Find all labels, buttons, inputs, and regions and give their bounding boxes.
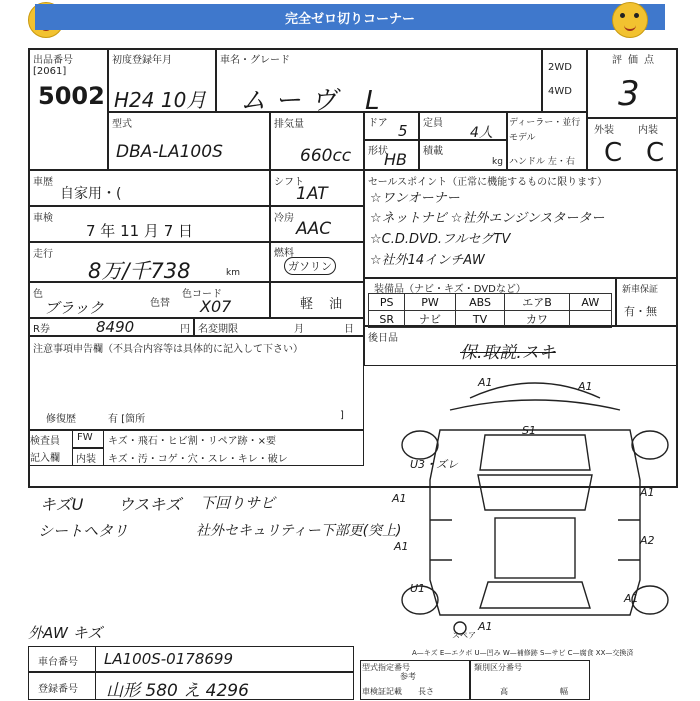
reg-value: 山形 580 え 4296 (106, 681, 249, 701)
equip-navi: ナビ (405, 311, 455, 328)
load-label: 積載 (423, 146, 443, 157)
equipment-table (368, 293, 612, 328)
equip-pw: PW (405, 294, 455, 311)
equip-empty (569, 311, 611, 328)
mascot-right-icon (612, 2, 648, 38)
after-sales-label: 後日品 (368, 333, 398, 344)
equip-aw: AW (569, 294, 611, 311)
sales-point-2: ☆ネットナビ ☆社外エンジンスターター (370, 211, 605, 226)
mileage-value: 8万/千738 (88, 259, 191, 283)
drive-4wd: 4WD (548, 86, 572, 97)
model-ref-sub: 参考 (400, 672, 416, 681)
shift-label: シフト (274, 177, 304, 188)
history-value: 自家用・( (60, 186, 122, 202)
height-label: 高 (500, 687, 508, 696)
expiry-label: 名変期限 (198, 324, 238, 335)
repair-close: ] (340, 410, 344, 421)
equip-leather: カワ (505, 311, 569, 328)
expiry-month: 月 (294, 324, 304, 335)
diagram-mark-front-right: A1 (578, 380, 593, 393)
equip-tv: TV (455, 311, 505, 328)
model-label: 型式 (112, 119, 132, 130)
banner-title: 完全ゼロ切りコーナー (35, 4, 665, 30)
fw-items: キズ・飛石・ヒビ割・リペア跡・×要 (108, 436, 276, 447)
history-label: 車歴 (33, 177, 53, 188)
inspection-label: 車検 (33, 213, 53, 224)
repair-label: 修復歴 (46, 414, 76, 425)
model-label-2: モデル (509, 133, 536, 143)
diagram-mark-right-door-2: A2 (640, 534, 655, 547)
diagram-mark-hood: S1 (522, 424, 536, 437)
recycle-unit: 円 (180, 324, 190, 335)
color-code-value: X07 (200, 297, 232, 316)
inspector-label: 検査員 (30, 436, 60, 447)
interior-key: 内装 (76, 454, 96, 465)
length-label: 長さ (418, 687, 434, 696)
diagram-mark-front-left: A1 (478, 376, 493, 389)
equip-abs: ABS (455, 294, 505, 311)
diagram-mark-left-rear: U1 (410, 582, 426, 595)
recycle-value: 8490 (96, 318, 135, 336)
warranty-value: 有・無 (624, 305, 657, 318)
note-5: 社外セキュリティー下部更(突上) (196, 523, 402, 539)
ac-value: AAC (296, 219, 332, 239)
exterior-label: 外装 (594, 125, 614, 136)
diagram-mark-right-door-1: A1 (640, 486, 655, 499)
interior-value: C (646, 138, 665, 168)
note-3: 下回りサビ (200, 494, 276, 512)
capacity-label: 定員 (423, 118, 443, 129)
note-2: ウスキズ (118, 495, 182, 514)
fw-label: FW (77, 432, 93, 443)
color-code-label: 色コード (182, 289, 222, 300)
legend: A—キズ E—エクボ U—凹み W—補修跡 S—サビ C—腐食 XX—交換済 (412, 649, 634, 657)
fuel-label: 燃料 (274, 248, 294, 259)
width-label: 幅 (560, 687, 568, 696)
sales-points-label: セールスポイント（正常に機能するものに限ります） (368, 177, 608, 188)
note-6: 外AW キズ (28, 624, 103, 642)
diagram-spare-label: スペア (452, 631, 476, 640)
drive-box (542, 48, 587, 112)
reg-label: 登録番号 (38, 684, 78, 695)
color-change-label: 色替 (150, 298, 170, 309)
car-name-value: ムーヴ L (240, 86, 390, 116)
first-reg-label: 初度登録年月 (112, 55, 172, 66)
diagram-mark-rear-bumper: A1 (478, 620, 493, 633)
diagram-mark-right-rear: A1 (624, 592, 639, 605)
interior-label: 内装 (638, 125, 658, 136)
inspection-value: 7 年 11 月 7 日 (86, 222, 194, 240)
capacity-value: 4人 (470, 125, 493, 141)
fuel-value: ガソリン (284, 257, 336, 275)
category-label: 類別区分番号 (474, 663, 522, 672)
displacement-value: 660cc (300, 146, 352, 166)
record-label: 記入欄 (30, 453, 60, 464)
fuel-options: 軽 油 (300, 297, 349, 312)
equip-ps: PS (369, 294, 405, 311)
diagram-mark-left-door-2: A1 (394, 540, 409, 553)
mileage-unit: km (226, 268, 240, 278)
load-unit: kg (492, 157, 503, 167)
lot-label: 出品番号 (33, 55, 73, 66)
displacement-label: 排気量 (274, 119, 304, 130)
cert-label: 車検証記載 (362, 687, 402, 696)
mileage-label: 走行 (33, 249, 53, 260)
color-label: 色 (33, 289, 43, 300)
equip-airbag: エアB (505, 294, 569, 311)
recycle-label: R券 (33, 324, 50, 335)
warranty-label: 新車保証 (622, 285, 659, 295)
caution-label: 注意事項申告欄（不具合内容等は具体的に記入して下さい） (33, 344, 303, 355)
exterior-value: C (604, 138, 623, 168)
equip-sr: SR (369, 311, 405, 328)
lot-number: 5002 (38, 82, 105, 110)
diagram-mark-left-fender: U3・ズレ (410, 458, 459, 471)
sales-point-1: ☆ワンオーナー (370, 191, 460, 206)
note-1: キズU (40, 495, 84, 514)
score-label: 評価点 (612, 55, 660, 66)
expiry-day: 日 (344, 324, 354, 335)
color-value: ブラック (44, 299, 104, 317)
dealer-label: ディーラー・並行 (509, 118, 581, 128)
note-4: シートヘタリ (38, 522, 129, 540)
chassis-label: 車台番号 (38, 657, 78, 668)
car-name-label: 車名・グレード (220, 55, 290, 66)
model-ref-label: 型式指定番号 (362, 663, 410, 672)
first-reg-value: H24 10月 (114, 88, 207, 112)
shape-label: 形状 (368, 146, 388, 157)
handle-label: ハンドル 左・右 (509, 157, 575, 167)
sales-point-3: ☆C.D.DVD.フルセグTV (370, 232, 511, 247)
diagram-mark-left-door-1: A1 (392, 492, 407, 505)
interior-items: キズ・汚・コゲ・穴・スレ・キレ・破レ (108, 454, 288, 465)
sales-point-4: ☆社外14インチAW (370, 253, 485, 268)
score-value: 3 (618, 74, 640, 114)
repair-value: 有 [箇所 (108, 414, 146, 425)
chassis-value: LA100S-0178699 (104, 650, 233, 668)
shape-value: HB (384, 150, 408, 169)
ac-label: 冷房 (274, 213, 294, 224)
shift-value: 1AT (296, 184, 328, 204)
drive-2wd: 2WD (548, 62, 572, 73)
after-sales-value: 保.取説.スキ (460, 343, 556, 363)
doors-label: ドア (368, 118, 388, 129)
model-value: DBA-LA100S (116, 142, 223, 162)
doors-value: 5 (398, 122, 408, 140)
lot-sub: [2061] (33, 66, 67, 77)
equipment-label: 装備品（ナビ・キズ・DVDなど） (374, 284, 526, 295)
